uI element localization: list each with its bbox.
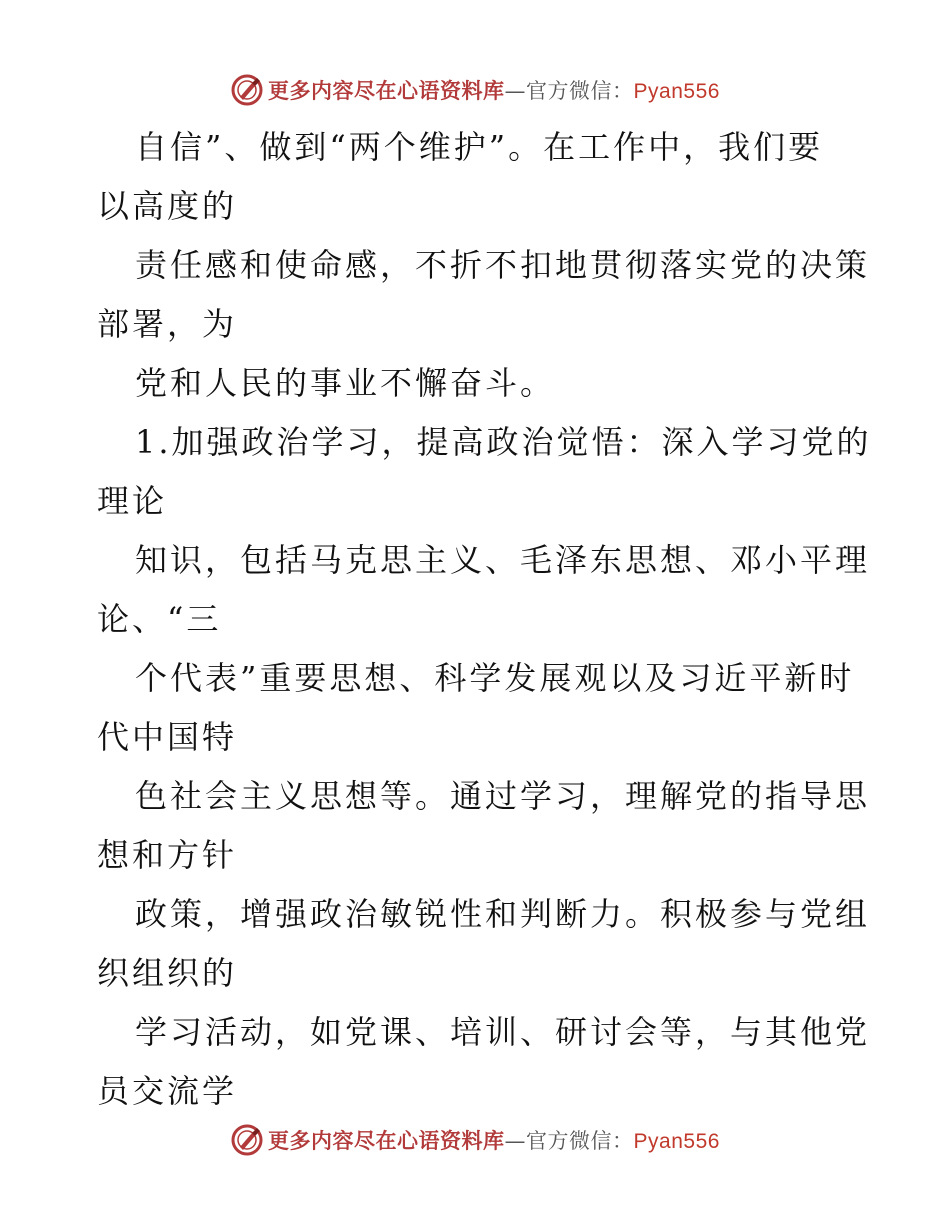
banner-dash: — xyxy=(504,79,527,103)
text-line: 自信”、做到“两个维护”。在工作中，我们要 xyxy=(135,128,824,166)
text-line: 论、“三 xyxy=(97,600,222,638)
text-line: 党和人民的事业不懈奋斗。 xyxy=(135,364,556,402)
banner-slogan: 更多内容尽在心语资料库 xyxy=(268,1128,505,1153)
banner-slogan: 更多内容尽在心语资料库 xyxy=(268,78,505,103)
header-banner xyxy=(0,70,950,110)
banner-official-label: 官方微信： xyxy=(526,1129,634,1153)
text-line: 责任感和使命感，不折不扣地贯彻落实党的决策 xyxy=(135,246,871,284)
pen-circle-logo-icon xyxy=(230,1123,264,1157)
text-line: 以高度的 xyxy=(97,187,238,225)
text-line: 员交流学 xyxy=(97,1072,238,1110)
banner-text xyxy=(268,1125,720,1155)
text-line: 织组织的 xyxy=(97,954,238,992)
text-line: 学习活动，如党课、培训、研讨会等，与其他党 xyxy=(135,1013,871,1051)
banner-dash: — xyxy=(504,1129,527,1153)
pen-circle-logo-icon xyxy=(230,73,264,107)
text-line: 知识，包括马克思主义、毛泽东思想、邓小平理 xyxy=(135,541,871,579)
footer-banner xyxy=(0,1120,950,1160)
text-line: 代中国特 xyxy=(97,718,238,756)
text-line: 部署，为 xyxy=(97,305,238,343)
banner-official-label: 官方微信： xyxy=(526,79,634,103)
banner-wechat-id: Pyan556 xyxy=(633,80,720,103)
banner-text xyxy=(268,75,720,105)
text-line: 色社会主义思想等。通过学习，理解党的指导思 xyxy=(135,777,871,815)
text-line: 理论 xyxy=(97,482,168,520)
text-line: 想和方针 xyxy=(97,836,238,874)
document-body xyxy=(97,118,872,1121)
text-line: 个代表”重要思想、科学发展观以及习近平新时 xyxy=(135,659,855,697)
text-line: 1.加强政治学习，提高政治觉悟：深入学习党的 xyxy=(135,423,872,461)
banner-wechat-id: Pyan556 xyxy=(633,1130,720,1153)
text-line: 政策，增强政治敏锐性和判断力。积极参与党组 xyxy=(135,895,871,933)
